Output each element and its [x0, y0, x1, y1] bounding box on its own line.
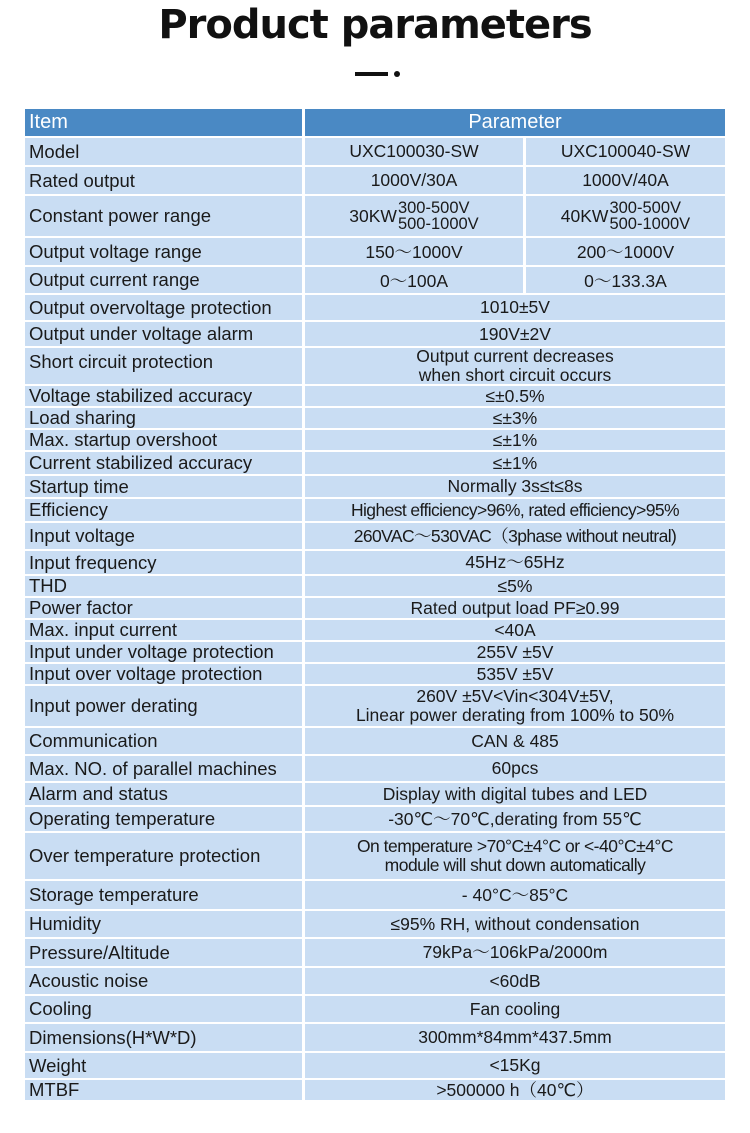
- range-line: 300-500V: [609, 199, 682, 217]
- row-value-right: UXC100040-SW: [526, 138, 725, 165]
- row-value-right: [526, 196, 725, 236]
- range-line: 500-1000V: [397, 215, 479, 233]
- row-value-left: 1000V/30A: [305, 167, 523, 194]
- value-line: 260V ±5V<Vin<304V±5V,: [416, 686, 614, 706]
- row-value: 1010±5V: [305, 295, 725, 320]
- table-row: [25, 166, 725, 195]
- title-decoration: [355, 71, 399, 77]
- row-label: Max. startup overshoot: [25, 430, 302, 450]
- row-value: 60pcs: [305, 756, 725, 781]
- header-parameter: Parameter: [305, 109, 725, 136]
- row-value: [305, 686, 725, 726]
- table-row: [25, 475, 725, 498]
- row-value-right: 0～133.3A: [526, 267, 725, 293]
- table-row: [25, 407, 725, 429]
- table-row: [25, 663, 725, 685]
- row-label: Power factor: [25, 598, 302, 618]
- row-value-right: 200～1000V: [526, 238, 725, 265]
- row-label: Rated output: [25, 167, 302, 194]
- row-label: Input voltage: [25, 523, 302, 549]
- table-row: [25, 782, 725, 806]
- table-row: [25, 294, 725, 321]
- row-label: Cooling: [25, 996, 302, 1022]
- table-row: [25, 806, 725, 832]
- row-value-left: 150～1000V: [305, 238, 523, 265]
- decoration-dot: [394, 71, 400, 77]
- table-row: [25, 619, 725, 641]
- table-row: [25, 429, 725, 451]
- table-row: [25, 321, 725, 347]
- row-label: Acoustic noise: [25, 968, 302, 994]
- row-label: Input over voltage protection: [25, 664, 302, 684]
- row-value: Highest efficiency>96%, rated efficiency>95%: [305, 499, 725, 521]
- row-label: MTBF: [25, 1080, 302, 1100]
- row-label: Voltage stabilized accuracy: [25, 386, 302, 406]
- table-row: [25, 910, 725, 938]
- value-line: On temperature >70°C±4°C or <-40°C±4°C: [356, 836, 674, 856]
- row-value: ≤±1%: [305, 430, 725, 450]
- row-label: Dimensions(H*W*D): [25, 1024, 302, 1051]
- table-row: [25, 880, 725, 910]
- table-row: [25, 550, 725, 575]
- table-header: [25, 108, 725, 137]
- table-row: [25, 967, 725, 995]
- row-value: <40A: [305, 620, 725, 640]
- row-label: Weight: [25, 1053, 302, 1078]
- table-row: [25, 137, 725, 166]
- table-row: [25, 1052, 725, 1079]
- table-row: [25, 451, 725, 475]
- value-line: Output current decreases: [416, 348, 614, 366]
- row-value: Fan cooling: [305, 996, 725, 1022]
- row-label: Model: [25, 138, 302, 165]
- row-label: Input power derating: [25, 686, 302, 726]
- range-line: 500-1000V: [609, 215, 691, 233]
- table-row: [25, 1023, 725, 1052]
- row-value: 45Hz～65Hz: [305, 551, 725, 574]
- range-line: 300-500V: [397, 199, 470, 217]
- table-row: [25, 995, 725, 1023]
- row-label: Over temperature protection: [25, 833, 302, 879]
- table-row: [25, 385, 725, 407]
- row-value: ≤95% RH, without condensation: [305, 911, 725, 937]
- row-label: Output overvoltage protection: [25, 295, 302, 320]
- table-row: [25, 755, 725, 782]
- table-row: [25, 641, 725, 663]
- header-item: Item: [25, 109, 302, 136]
- row-value: ≤5%: [305, 576, 725, 596]
- row-label: Current stabilized accuracy: [25, 452, 302, 474]
- row-value: [305, 348, 725, 384]
- decoration-bar: [355, 72, 388, 76]
- row-value-right: 1000V/40A: [526, 167, 725, 194]
- row-label: Humidity: [25, 911, 302, 937]
- table-row: [25, 597, 725, 619]
- table-row: [25, 498, 725, 522]
- row-value: -30℃～70℃,derating from 55℃: [305, 807, 725, 831]
- row-value: ≤±1%: [305, 452, 725, 474]
- row-value: CAN & 485: [305, 728, 725, 754]
- row-label: Startup time: [25, 476, 302, 497]
- row-value-left: [305, 196, 523, 236]
- row-label: Max. NO. of parallel machines: [25, 756, 302, 781]
- table-row: [25, 938, 725, 967]
- row-label: Load sharing: [25, 408, 302, 428]
- row-value: 535V ±5V: [305, 664, 725, 684]
- power-value: 30KW: [349, 205, 397, 226]
- value-line: when short circuit occurs: [418, 365, 612, 384]
- row-value: [305, 833, 725, 879]
- table-row: [25, 727, 725, 755]
- table-row: [25, 1079, 725, 1101]
- table-row: [25, 347, 725, 385]
- row-label: Storage temperature: [25, 881, 302, 909]
- row-label: Constant power range: [25, 196, 302, 236]
- table-row: [25, 522, 725, 550]
- row-value: 300mm*84mm*437.5mm: [305, 1024, 725, 1051]
- row-label: Output voltage range: [25, 238, 302, 265]
- row-value: Display with digital tubes and LED: [305, 783, 725, 805]
- row-value: 190V±2V: [305, 322, 725, 346]
- row-value-left: 0～100A: [305, 267, 523, 293]
- row-label: Efficiency: [25, 499, 302, 521]
- row-label: Input frequency: [25, 551, 302, 574]
- table-row: [25, 266, 725, 294]
- table-row: [25, 237, 725, 266]
- row-value: Normally 3s≤t≤8s: [305, 476, 725, 497]
- row-label: Operating temperature: [25, 807, 302, 831]
- row-value: 260VAC～530VAC（3phase without neutral): [305, 523, 725, 549]
- row-label: Output current range: [25, 267, 302, 293]
- row-label: Max. input current: [25, 620, 302, 640]
- row-value-left: UXC100030-SW: [305, 138, 523, 165]
- table-row: [25, 832, 725, 880]
- row-label: Alarm and status: [25, 783, 302, 805]
- value-line: module will shut down automatically: [384, 855, 646, 875]
- row-label: Communication: [25, 728, 302, 754]
- row-label: THD: [25, 576, 302, 596]
- table-row: [25, 685, 725, 727]
- power-value: 40KW: [560, 205, 609, 226]
- row-value: Rated output load PF≥0.99: [305, 598, 725, 618]
- row-value: - 40°C～85°C: [305, 881, 725, 909]
- row-label: Short circuit protection: [25, 348, 302, 384]
- row-value: 255V ±5V: [305, 642, 725, 662]
- row-label: Output under voltage alarm: [25, 322, 302, 346]
- row-value: >500000 h（40℃）: [305, 1080, 725, 1100]
- row-label: Pressure/Altitude: [25, 939, 302, 966]
- table-row: [25, 195, 725, 237]
- row-value: 79kPa～106kPa/2000m: [305, 939, 725, 966]
- table-row: [25, 575, 725, 597]
- row-value: <60dB: [305, 968, 725, 994]
- row-label: Input under voltage protection: [25, 642, 302, 662]
- row-value: ≤±0.5%: [305, 386, 725, 406]
- row-value: ≤±3%: [305, 408, 725, 428]
- value-line: Linear power derating from 100% to 50%: [355, 705, 675, 725]
- row-value: <15Kg: [305, 1053, 725, 1078]
- page-title: Product parameters: [158, 2, 592, 48]
